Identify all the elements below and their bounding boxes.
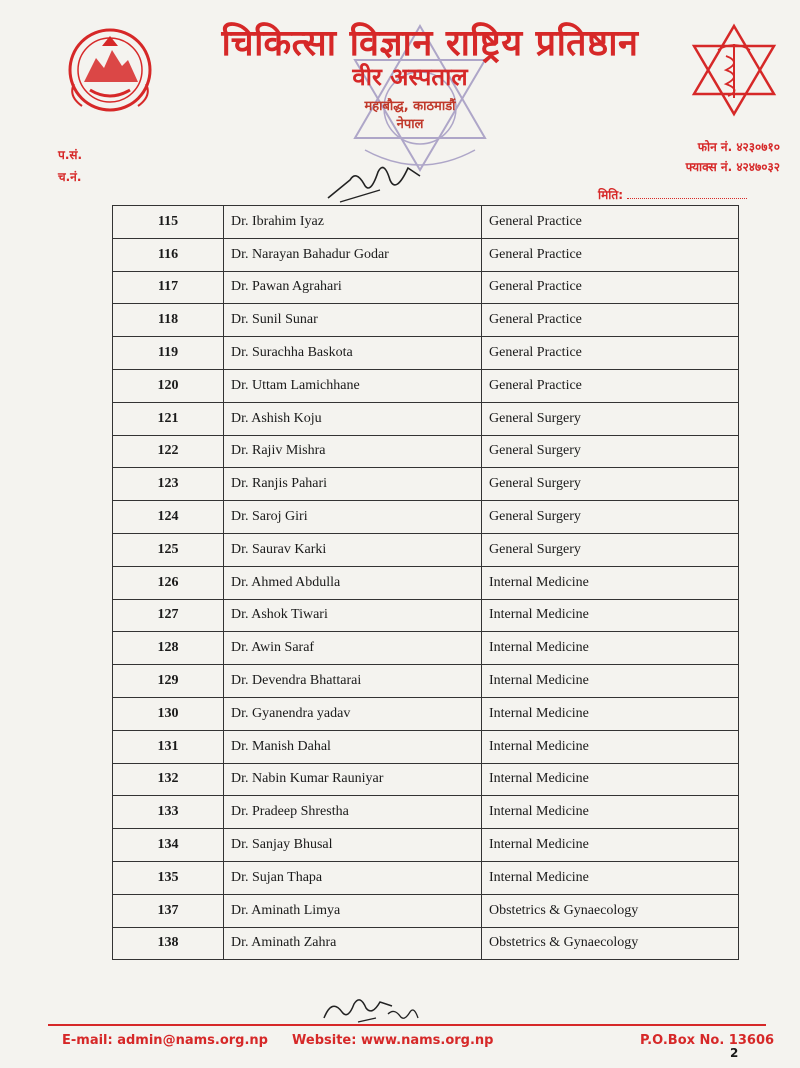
doctor-name: Dr. Narayan Bahadur Godar: [224, 238, 482, 271]
ref-number-label: प.सं.: [58, 148, 83, 162]
table-row: [113, 599, 739, 632]
department: General Practice: [482, 369, 739, 402]
table-row: [113, 697, 739, 730]
department: General Practice: [482, 304, 739, 337]
department: Internal Medicine: [482, 697, 739, 730]
department: General Surgery: [482, 533, 739, 566]
department: Internal Medicine: [482, 599, 739, 632]
doctor-name: Dr. Awin Saraf: [224, 632, 482, 665]
signature-scribble-icon: [320, 150, 430, 210]
row-number: 131: [113, 730, 224, 763]
row-number: 126: [113, 566, 224, 599]
doctor-name: Dr. Manish Dahal: [224, 730, 482, 763]
date-blank: [627, 188, 747, 199]
hospital-name: वीर अस्पताल: [352, 63, 468, 91]
row-number: 129: [113, 665, 224, 698]
footer-pobox: P.O.Box No. 13606: [640, 1033, 775, 1048]
doctor-name: Dr. Ashish Koju: [224, 402, 482, 435]
department: Internal Medicine: [482, 730, 739, 763]
table-row: [113, 566, 739, 599]
nams-logo-icon: [688, 22, 780, 118]
doctor-name: Dr. Sanjay Bhusal: [224, 829, 482, 862]
date-label: मिति:: [598, 188, 624, 202]
page-number: 2: [730, 1046, 739, 1060]
table-row: [113, 796, 739, 829]
row-number: 132: [113, 763, 224, 796]
table-row: [113, 435, 739, 468]
department: General Practice: [482, 206, 739, 239]
table-row: [113, 337, 739, 370]
row-number: 119: [113, 337, 224, 370]
department: General Practice: [482, 271, 739, 304]
row-number: 116: [113, 238, 224, 271]
department: General Surgery: [482, 468, 739, 501]
doctor-name: Dr. Sunil Sunar: [224, 304, 482, 337]
department: Obstetrics & Gynaecology: [482, 894, 739, 927]
doctor-name: Dr. Saurav Karki: [224, 533, 482, 566]
department: General Surgery: [482, 402, 739, 435]
table-row: [113, 271, 739, 304]
row-number: 125: [113, 533, 224, 566]
doctor-name: Dr. Surachha Baskota: [224, 337, 482, 370]
table-row: [113, 894, 739, 927]
nepal-emblem-icon: [62, 24, 158, 116]
doctor-name: Dr. Pawan Agrahari: [224, 271, 482, 304]
table-row: [113, 665, 739, 698]
row-number: 117: [113, 271, 224, 304]
address-line-2: नेपाल: [396, 117, 424, 132]
row-number: 120: [113, 369, 224, 402]
row-number: 123: [113, 468, 224, 501]
row-number: 135: [113, 861, 224, 894]
table-row: [113, 304, 739, 337]
table-row: [113, 632, 739, 665]
doctor-name: Dr. Ranjis Pahari: [224, 468, 482, 501]
fax-number: फ्याक्स नं. ४२४७०३२: [685, 160, 780, 174]
date-field: [598, 186, 747, 203]
row-number: 130: [113, 697, 224, 730]
department: Obstetrics & Gynaecology: [482, 927, 739, 960]
table-row: [113, 927, 739, 960]
doctor-name: Dr. Saroj Giri: [224, 501, 482, 534]
address-line-1: महाबौद्ध, काठमाडौं: [364, 99, 456, 114]
doctors-table: [112, 205, 739, 960]
doctor-name: Dr. Rajiv Mishra: [224, 435, 482, 468]
table-row: [113, 763, 739, 796]
table-row: [113, 206, 739, 239]
table-row: [113, 402, 739, 435]
department: General Surgery: [482, 501, 739, 534]
doctor-name: Dr. Pradeep Shrestha: [224, 796, 482, 829]
table-row: [113, 468, 739, 501]
department: General Surgery: [482, 435, 739, 468]
department: Internal Medicine: [482, 665, 739, 698]
row-number: 115: [113, 206, 224, 239]
table-row: [113, 533, 739, 566]
row-number: 134: [113, 829, 224, 862]
phone-number: फोन नं. ४२३०७१०: [697, 140, 780, 154]
doctor-name: Dr. Aminath Limya: [224, 894, 482, 927]
doctor-name: Dr. Ahmed Abdulla: [224, 566, 482, 599]
row-number: 122: [113, 435, 224, 468]
institution-title: चिकित्सा विज्ञान राष्ट्रिय प्रतिष्ठान: [221, 23, 639, 64]
row-number: 138: [113, 927, 224, 960]
department: Internal Medicine: [482, 829, 739, 862]
row-number: 137: [113, 894, 224, 927]
department: General Practice: [482, 337, 739, 370]
doctor-name: Dr. Ashok Tiwari: [224, 599, 482, 632]
row-number: 118: [113, 304, 224, 337]
doctor-name: Dr. Gyanendra yadav: [224, 697, 482, 730]
department: Internal Medicine: [482, 796, 739, 829]
footer-email: E-mail: admin@nams.org.np: [62, 1033, 268, 1048]
doctor-name: Dr. Uttam Lamichhane: [224, 369, 482, 402]
table-row: [113, 369, 739, 402]
row-number: 121: [113, 402, 224, 435]
department: Internal Medicine: [482, 632, 739, 665]
doctor-name: Dr. Ibrahim Iyaz: [224, 206, 482, 239]
dispatch-number-label: च.नं.: [58, 170, 82, 184]
doctor-name: Dr. Nabin Kumar Rauniyar: [224, 763, 482, 796]
row-number: 133: [113, 796, 224, 829]
department: General Practice: [482, 238, 739, 271]
doctor-name: Dr. Aminath Zahra: [224, 927, 482, 960]
doctor-name: Dr. Devendra Bhattarai: [224, 665, 482, 698]
row-number: 128: [113, 632, 224, 665]
footer-website: Website: www.nams.org.np: [292, 1033, 494, 1048]
table-row: [113, 861, 739, 894]
doctor-name: Dr. Sujan Thapa: [224, 861, 482, 894]
department: Internal Medicine: [482, 566, 739, 599]
footer-divider: [48, 1024, 766, 1027]
table-row: [113, 501, 739, 534]
table-row: [113, 238, 739, 271]
department: Internal Medicine: [482, 861, 739, 894]
table-row: [113, 829, 739, 862]
row-number: 124: [113, 501, 224, 534]
department: Internal Medicine: [482, 763, 739, 796]
table-row: [113, 730, 739, 763]
row-number: 127: [113, 599, 224, 632]
